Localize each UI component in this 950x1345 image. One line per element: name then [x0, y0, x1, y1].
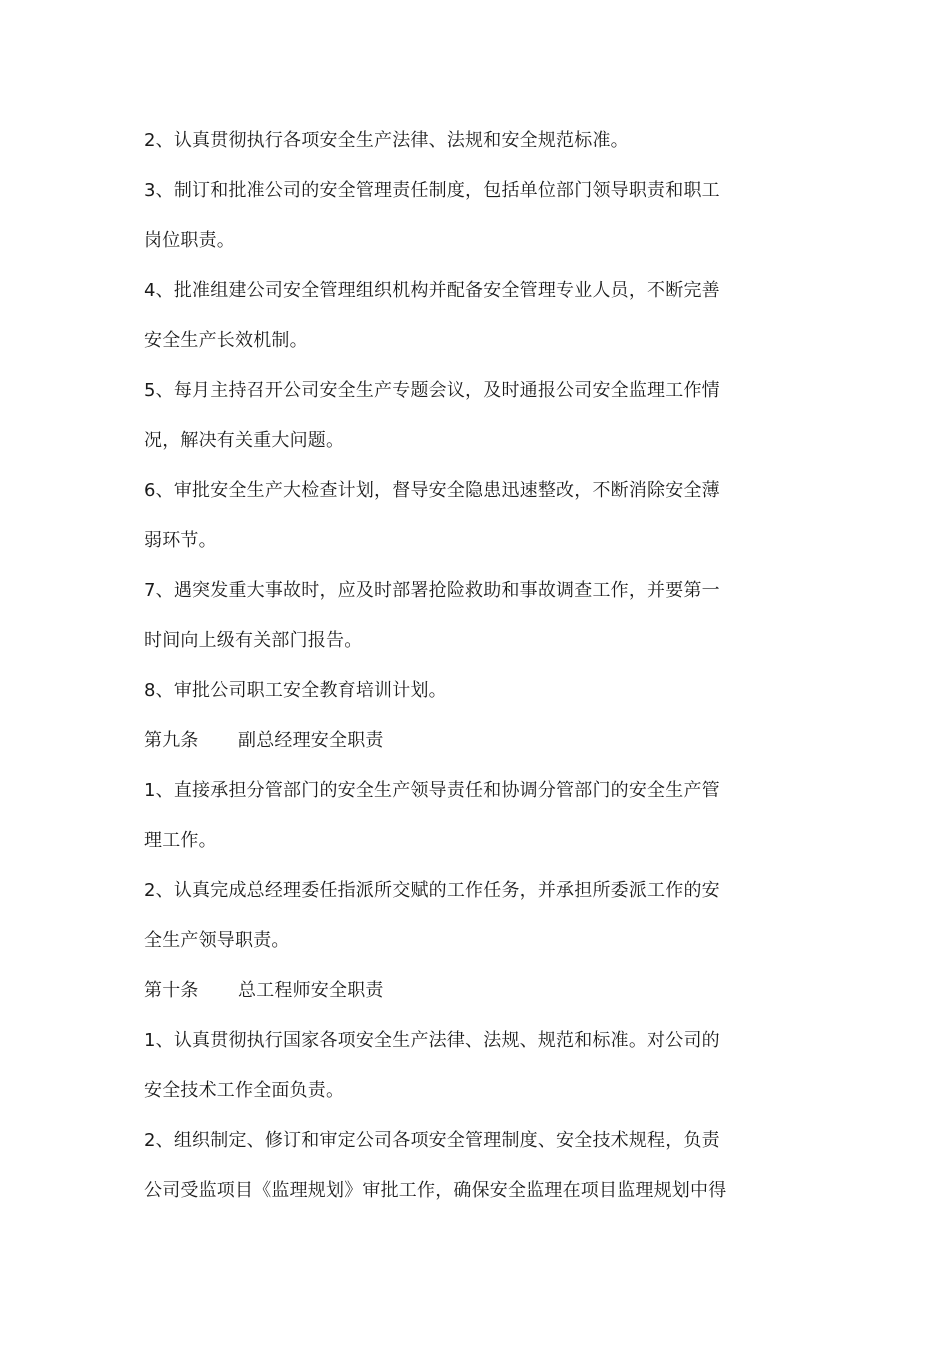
text-line: 8、审批公司职工安全教育培训计划。: [144, 680, 447, 701]
text-line: 2、认真贯彻执行各项安全生产法律、法规和安全规范标准。: [144, 130, 629, 151]
article-9-title: 副总经理安全职责: [238, 730, 384, 751]
text-line: 理工作。: [144, 830, 217, 851]
text-line: 弱环节。: [144, 530, 217, 551]
text-line: 2、认真完成总经理委任指派所交赋的工作任务，并承担所委派工作的安: [144, 880, 720, 901]
text-line: 1、直接承担分管部门的安全生产领导责任和协调分管部门的安全生产管: [144, 780, 720, 801]
text-line: 况，解决有关重大问题。: [144, 430, 345, 451]
text-line: 6、审批安全生产大检查计划，督导安全隐患迅速整改，不断消除安全薄: [144, 480, 720, 501]
article-9-heading: [144, 716, 764, 766]
text-line: 1、认真贯彻执行国家各项安全生产法律、法规、规范和标准。对公司的: [144, 1030, 720, 1051]
text-line: 全生产领导职责。: [144, 930, 290, 951]
text-line: 7、遇突发重大事故时，应及时部署抢险救助和事故调查工作，并要第一: [144, 580, 720, 601]
document-body: [144, 116, 764, 1216]
article-9-number: 第九条: [144, 730, 199, 751]
text-line: 3、制订和批准公司的安全管理责任制度，包括单位部门领导职责和职工: [144, 180, 720, 201]
text-line: 公司受监项目《监理规划》审批工作，确保安全监理在项目监理规划中得: [144, 1180, 727, 1201]
text-line: 安全技术工作全面负责。: [144, 1080, 345, 1101]
article-10-title: 总工程师安全职责: [238, 980, 384, 1001]
text-line: 4、批准组建公司安全管理组织机构并配备安全管理专业人员，不断完善: [144, 280, 720, 301]
text-line: 岗位职责。: [144, 230, 235, 251]
article-10-number: 第十条: [144, 980, 199, 1001]
text-line: 2、组织制定、修订和审定公司各项安全管理制度、安全技术规程，负责: [144, 1130, 720, 1151]
article-10-heading: [144, 966, 764, 1016]
text-line: 安全生产长效机制。: [144, 330, 308, 351]
text-line: 时间向上级有关部门报告。: [144, 630, 363, 651]
text-line: 5、每月主持召开公司安全生产专题会议，及时通报公司安全监理工作情: [144, 380, 720, 401]
